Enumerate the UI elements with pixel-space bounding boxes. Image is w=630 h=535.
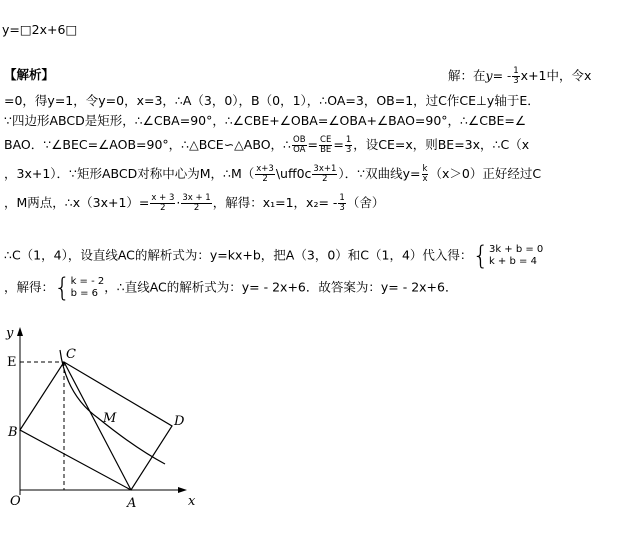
solution-line-6: ，M两点，∴x（3x+1）= $\frac{x + 3}{2}$ · $\frac{3x + 1}{2}$ ，解得：x₁=1，x₂= - $\frac{1}{3}$ （舍） [4,193,385,213]
solution-line-7: ∴C（1，4），设直线AC的解析式为：y=kx+b，把A（3，0）和C（1，4）代入得： { 3k + b = 0 k + b = 4 [4,241,544,271]
label-a: A [127,496,137,511]
answer-header: y=□2x+6□ [2,22,78,37]
solution-line-1: 解：在y= - $\frac{1}{3}$ x+1中，令x [448,66,592,86]
solution-line-5: ，3x+1）．∵矩形ABCD对称中心为M，∴M（ $\frac{x+3}{2}$ \uff0c $\frac{3x+1}{2}$ ）．∵双曲线y= $\frac{k}{x}$ （x＞0）正好经过C [4,164,542,184]
solution-line-3: ∵四边形ABCD是矩形，∴∠CBA=90°，∴∠CBE+∠OBA=∠OBA+∠BAO=90°，∴∠CBE=∠ [4,113,527,128]
label-y: y [6,326,14,341]
hyperbola-curve [60,350,165,464]
y-axis-arrow [17,327,23,336]
label-b: B [8,425,18,440]
label-d: D [174,414,185,429]
label-e: E [7,355,17,370]
label-c: C [66,347,76,362]
x-axis-arrow [178,487,187,493]
rectangle-abcd [20,362,172,490]
solution-line-4: BAO．∵∠BEC=∠AOB=90°，∴△BCE∽△ABO，∴ $\frac{OB}{OA}$ = $\frac{CE}{BE}$ = $\frac{1}{3}$ ，设CE=x，则BE=3x，∴C（x [4,135,530,155]
label-o: O [10,494,21,509]
analysis-label: 【解析】 [4,67,55,82]
label-m: M [103,411,117,426]
solution-line-2: =0，得y=1，令y=0，x=3，∴A（3，0），B（0，1），∴OA=3，OB=1，过C作CE⊥y轴于E． [4,93,540,108]
label-x: x [188,494,196,509]
geometry-figure [0,318,210,528]
solution-line-8: ，解得： { k = - 2 b = 6 ，∴直线AC的解析式为：y= - 2x+6．故答案为：y= - 2x+6． [4,273,458,303]
